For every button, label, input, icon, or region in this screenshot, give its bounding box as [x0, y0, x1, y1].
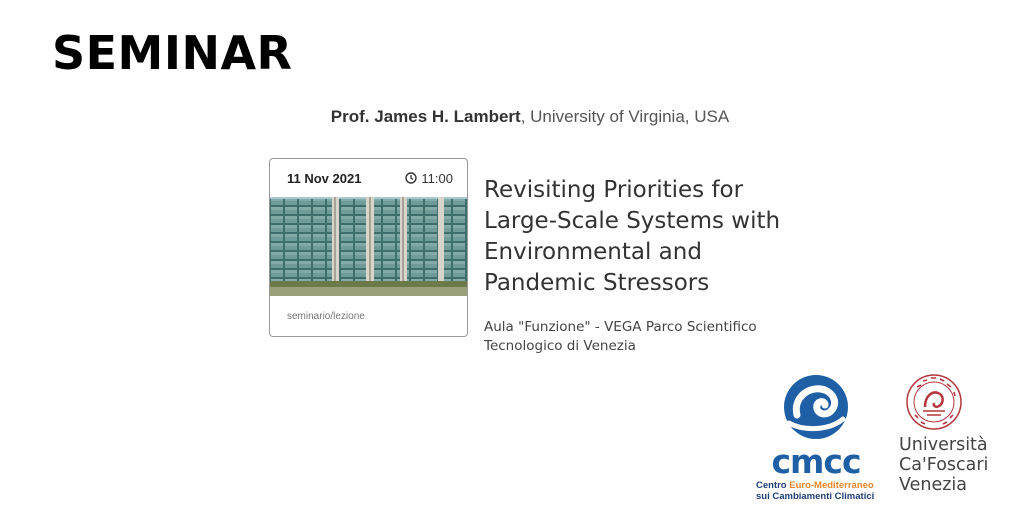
event-time-label: 11:00 [421, 170, 453, 186]
event-title-line: Large-Scale Systems with [484, 208, 781, 234]
event-title-line: Environmental and [484, 239, 702, 265]
cmcc-subtitle [753, 480, 879, 502]
cmcc-sub-a: Centro [756, 480, 790, 491]
event-title[interactable] [484, 175, 824, 299]
building-photo [270, 197, 467, 296]
speaker-affiliation: , University of Virginia, USA [520, 107, 730, 126]
ca-foscari-seal-icon [903, 373, 965, 431]
event-category: seminario/lezione [287, 311, 365, 322]
unive-logo [899, 373, 1009, 495]
event-title-line: Revisiting Priorities for [484, 177, 744, 203]
cmcc-sub-b: Euro-Mediterraneo [789, 480, 874, 491]
event-time [405, 171, 453, 186]
venue-line: Aula "Funzione" - VEGA Parco Scientifico [484, 319, 757, 335]
cmcc-wave-icon [753, 373, 879, 441]
cmcc-wordmark: cmcc [771, 442, 861, 481]
clock-icon [405, 172, 417, 184]
event-card[interactable] [269, 158, 468, 337]
venue-line: Tecnologico di Venezia [484, 338, 636, 354]
speaker-line [0, 107, 1024, 127]
page-title: SEMINAR [52, 26, 293, 80]
card-header [270, 159, 467, 197]
speaker-name: Prof. James H. Lambert [330, 107, 521, 126]
unive-line: Venezia [899, 475, 968, 495]
unive-line: Ca'Foscari [899, 455, 989, 475]
unive-line: Università [899, 435, 988, 455]
cmcc-logo [753, 373, 879, 502]
cmcc-sub-line2: sui Cambiamenti Climatici [756, 491, 875, 502]
event-venue [484, 318, 804, 356]
unive-name [899, 435, 1009, 495]
event-title-line: Pandemic Stressors [484, 270, 710, 296]
event-date: 11 Nov 2021 [287, 170, 362, 186]
